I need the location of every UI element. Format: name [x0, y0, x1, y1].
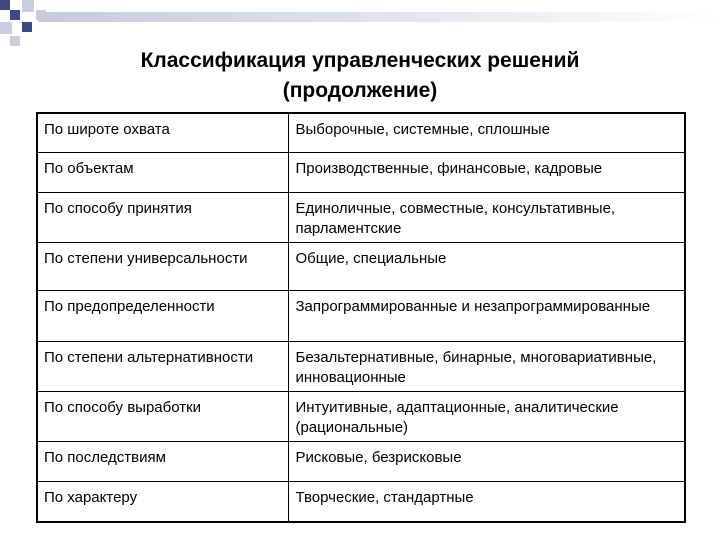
types-cell: Общие, специальные: [289, 242, 685, 290]
decor-square: [10, 10, 20, 20]
table-row: [37, 242, 685, 290]
criterion-cell: По степени универсальности: [37, 242, 289, 290]
criterion-cell: По объектам: [37, 152, 289, 192]
criterion-cell: По широте охвата: [37, 113, 289, 152]
table-row: [37, 192, 685, 242]
table-row: [37, 113, 685, 152]
table-row: [37, 152, 685, 192]
decor-square: [22, 22, 32, 32]
table-row: [37, 391, 685, 441]
criterion-cell: По последствиям: [37, 441, 289, 481]
header-gradient-bar: [38, 12, 720, 22]
decor-square: [10, 36, 20, 46]
table-row: [37, 341, 685, 391]
table-row: [37, 290, 685, 341]
types-cell: Интуитивные, адаптационные, аналитические (рациональные): [289, 391, 685, 441]
types-cell: Выборочные, системные, сплошные: [289, 113, 685, 152]
criterion-cell: По предопределенности: [37, 290, 289, 341]
classification-table-wrapper: [36, 112, 686, 523]
decor-square: [0, 0, 10, 10]
title-line-1: Классификация управленческих решений: [140, 49, 580, 72]
criterion-cell: По степени альтернативности: [37, 341, 289, 391]
types-cell: Производственные, финансовые, кадровые: [289, 152, 685, 192]
classification-table: [36, 112, 686, 523]
table-row: [37, 441, 685, 481]
types-cell: Единоличные, совместные, консультативные, парламентские: [289, 192, 685, 242]
criterion-cell: По способу выработки: [37, 391, 289, 441]
types-cell: Безальтернативные, бинарные, многовариативные, инновационные: [289, 341, 685, 391]
types-cell: Творческие, стандартные: [289, 481, 685, 522]
criterion-cell: По способу принятия: [37, 192, 289, 242]
types-cell: Запрограммированные и незапрограммированные: [289, 290, 685, 341]
table-row: [37, 481, 685, 522]
decor-square: [22, 0, 34, 12]
decor-square: [0, 22, 12, 34]
title-line-2: (продолжение): [282, 79, 438, 102]
criterion-cell: По характеру: [37, 481, 289, 522]
types-cell: Рисковые, безрисковые: [289, 441, 685, 481]
page-title: [0, 46, 720, 106]
